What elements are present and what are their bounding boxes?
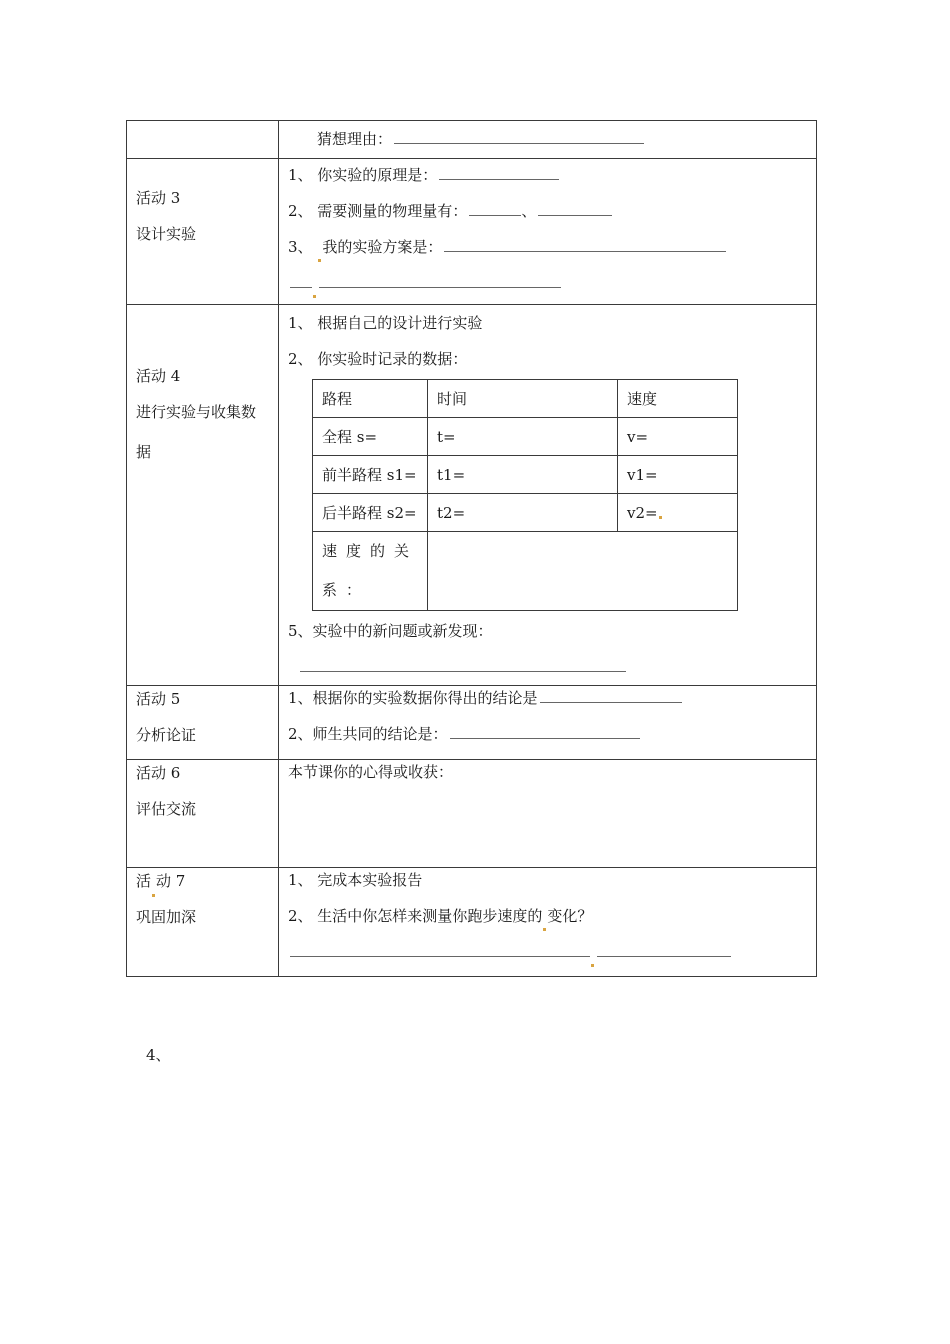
- quantities-label: 2、 需要测量的物理量有：: [288, 202, 468, 220]
- activity-5-label: [127, 686, 279, 760]
- header-time: 时间: [428, 380, 618, 418]
- running-answer-blank-2[interactable]: [597, 940, 731, 957]
- speed-relation-label: 速度的关系：: [313, 532, 428, 611]
- speed-relation-row: [313, 532, 738, 611]
- running-answer-blank-1[interactable]: [290, 940, 590, 957]
- reflection-prompt: 本节课你的心得或收获：: [288, 763, 454, 781]
- plan-blank-2a[interactable]: [290, 271, 312, 288]
- header-speed: 速度: [618, 380, 738, 418]
- activity-5-title: 分析论证: [136, 726, 197, 744]
- cell-distance[interactable]: 全程 s=: [313, 418, 428, 456]
- shared-conclusion-blank[interactable]: [450, 722, 640, 739]
- row-activity-3: [127, 159, 817, 305]
- speck-mark: [659, 516, 662, 519]
- cell-speed[interactable]: [618, 494, 738, 532]
- guess-reason-label: 猜想理由：: [317, 130, 393, 148]
- speed-relation-answer[interactable]: [428, 532, 738, 611]
- activity-3-name: 活动 3: [136, 189, 181, 207]
- cell-speed[interactable]: v1=: [618, 456, 738, 494]
- activity-7-name-a: 活: [136, 872, 152, 890]
- row-activity-7: [127, 868, 817, 977]
- principle-label: 1、 你实验的原理是：: [288, 166, 438, 184]
- row-activity-4: [127, 305, 817, 686]
- activity-4-title-2: 据: [136, 443, 152, 461]
- row-activity-6: [127, 760, 817, 868]
- data-row-first-half: [313, 456, 738, 494]
- activity-3-content: [279, 159, 817, 305]
- conclusion-blank[interactable]: [540, 686, 682, 703]
- activity-4-content: [279, 305, 817, 686]
- guess-cell: [279, 121, 817, 159]
- cell-speed[interactable]: v=: [618, 418, 738, 456]
- running-speed-question-a: 2、 生活中你怎样来测量你跑步速度的: [288, 907, 543, 925]
- plan-number: 3、: [288, 238, 313, 256]
- row-activity-5: [127, 686, 817, 760]
- data-row-second-half: [313, 494, 738, 532]
- activity-6-content[interactable]: [279, 760, 817, 868]
- speck-mark: [543, 928, 546, 931]
- speck-mark: [318, 259, 321, 262]
- experiment-step-2: 2、 你实验时记录的数据：: [288, 350, 468, 368]
- speck-mark: [591, 964, 594, 967]
- activity-5-content: [279, 686, 817, 760]
- activity-7-name-b: 动 7: [156, 872, 186, 890]
- plan-label: 我的实验方案是：: [322, 238, 443, 256]
- activity-6-label: [127, 760, 279, 868]
- plan-blank-2b[interactable]: [319, 271, 561, 288]
- plan-blank-1[interactable]: [444, 235, 726, 252]
- data-header-row: [313, 380, 738, 418]
- activity-4-name: 活动 4: [136, 367, 181, 385]
- report-step: 1、 完成本实验报告: [288, 871, 423, 889]
- data-record-table: [312, 379, 738, 611]
- principle-blank[interactable]: [439, 163, 559, 180]
- activity-6-title: 评估交流: [136, 800, 197, 818]
- running-speed-question-b: 变化？: [547, 907, 593, 925]
- speck-mark: [152, 894, 155, 897]
- separator: 、: [521, 202, 537, 220]
- activity-4-label: [127, 305, 279, 686]
- quantity-blank-2[interactable]: [538, 199, 612, 216]
- activity-7-label: [127, 868, 279, 977]
- activity-3-label: [127, 159, 279, 305]
- conclusion-label: 1、根据你的实验数据你得出的结论是: [288, 689, 538, 707]
- new-findings-blank[interactable]: [300, 655, 626, 672]
- new-findings-label: 5、实验中的新问题或新发现：: [288, 622, 493, 640]
- cell-distance[interactable]: 后半路程 s2=: [313, 494, 428, 532]
- activity-table: [126, 120, 817, 977]
- shared-conclusion-label: 2、师生共同的结论是：: [288, 725, 448, 743]
- speck-mark: [313, 295, 316, 298]
- cell-distance[interactable]: 前半路程 s1=: [313, 456, 428, 494]
- activity-7-name: [136, 862, 278, 900]
- section-number: 4、: [146, 1046, 171, 1064]
- activity-6-name: 活动 6: [136, 764, 181, 782]
- empty-cell: [127, 121, 279, 159]
- cell-time[interactable]: t=: [428, 418, 618, 456]
- cell-speed-text: v2=: [627, 503, 658, 522]
- data-row-full: [313, 418, 738, 456]
- experiment-step-1: 1、 根据自己的设计进行实验: [288, 314, 483, 332]
- activity-4-title-1: 进行实验与收集数: [136, 403, 257, 421]
- activity-7-title: 巩固加深: [136, 908, 197, 926]
- activity-3-title: 设计实验: [136, 225, 197, 243]
- cell-time[interactable]: t1=: [428, 456, 618, 494]
- cell-time[interactable]: t2=: [428, 494, 618, 532]
- quantity-blank-1[interactable]: [469, 199, 521, 216]
- guess-reason-blank[interactable]: [394, 127, 644, 144]
- activity-7-content: [279, 868, 817, 977]
- row-guess: [127, 121, 817, 159]
- header-distance: 路程: [313, 380, 428, 418]
- activity-5-name: 活动 5: [136, 690, 181, 708]
